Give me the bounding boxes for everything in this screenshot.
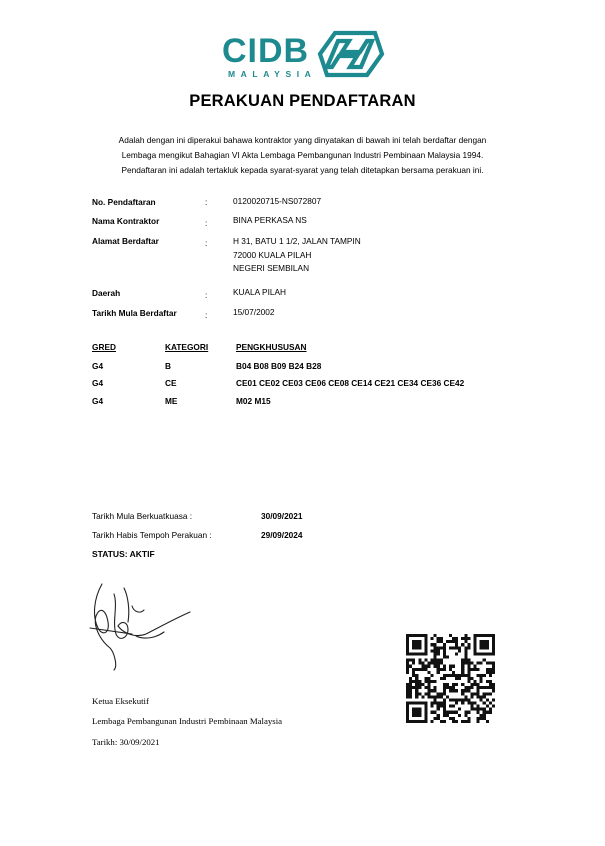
category-header: KATEGORI bbox=[165, 342, 209, 352]
signature-date: Tarikh: 30/09/2021 bbox=[92, 737, 160, 747]
intro-paragraph bbox=[80, 133, 525, 179]
logo-hexagon-icon bbox=[320, 33, 382, 75]
intro-line: Pendaftaran ini adalah tertakluk kepada syarat-syarat yang telah ditetapkan bersama perakuan ini. bbox=[121, 165, 484, 176]
registration-date-label: Tarikh Mula Berdaftar bbox=[92, 308, 177, 318]
grade-cell: G4 bbox=[92, 378, 104, 388]
category-cell: B bbox=[165, 361, 171, 371]
colon: : bbox=[205, 197, 208, 207]
specialization-cell: M02 M15 bbox=[236, 396, 271, 406]
cidb-logo bbox=[220, 28, 385, 80]
specialization-header: PENGKHUSUSAN bbox=[236, 342, 307, 352]
signature-image bbox=[88, 576, 198, 672]
registration-no-value: 0120020715-NS072807 bbox=[233, 196, 322, 206]
intro-line: Lembaga mengikut Bahagian VI Akta Lembaga Pembangunan Industri Pembinaan Malaysia 1994. bbox=[121, 150, 484, 161]
grade-cell: G4 bbox=[92, 396, 104, 406]
colon: : bbox=[205, 238, 208, 248]
address-line: 72000 KUALA PILAH bbox=[233, 249, 312, 260]
expiry-date-label: Tarikh Habis Tempoh Perakuan : bbox=[92, 530, 212, 540]
grade-cell: G4 bbox=[92, 361, 104, 371]
category-cell: CE bbox=[165, 378, 177, 388]
contractor-name-value: BINA PERKASA NS bbox=[233, 215, 307, 225]
address-line: NEGERI SEMBILAN bbox=[233, 263, 310, 273]
grade-header: GRED bbox=[92, 342, 116, 352]
address-label: Alamat Berdaftar bbox=[92, 236, 159, 246]
registration-date-value: 15/07/2002 bbox=[233, 307, 275, 317]
district-value: KUALA PILAH bbox=[233, 287, 287, 297]
colon: : bbox=[205, 310, 208, 320]
status-text: STATUS: AKTIF bbox=[92, 549, 155, 559]
address-value bbox=[233, 235, 361, 276]
district-label: Daerah bbox=[92, 288, 121, 298]
effective-date-value: 30/09/2021 bbox=[261, 511, 303, 521]
registration-no-label: No. Pendaftaran bbox=[92, 197, 156, 207]
colon: : bbox=[205, 290, 208, 300]
logo-subtext: MALAYSIA bbox=[228, 69, 317, 79]
signatory-organization: Lembaga Pembangunan Industri Pembinaan Malaysia bbox=[92, 716, 283, 726]
contractor-name-label: Nama Kontraktor bbox=[92, 216, 160, 226]
specialization-cell: B04 B08 B09 B24 B28 bbox=[236, 361, 322, 371]
specialization-cell: CE01 CE02 CE03 CE06 CE08 CE14 CE21 CE34 CE36 CE42 bbox=[236, 378, 465, 388]
qr-code-icon bbox=[406, 634, 495, 723]
colon: : bbox=[205, 218, 208, 228]
address-line: H 31, BATU 1 1/2, JALAN TAMPIN bbox=[233, 236, 361, 246]
effective-date-label: Tarikh Mula Berkuatkuasa : bbox=[92, 511, 193, 521]
expiry-date-value: 29/09/2024 bbox=[261, 530, 303, 540]
category-cell: ME bbox=[165, 396, 178, 406]
intro-line: Adalah dengan ini diperakui bahawa kontraktor yang dinyatakan di bawah ini telah berdaftar dengan bbox=[118, 135, 487, 145]
signatory-title: Ketua Eksekutif bbox=[92, 696, 149, 706]
document-title: PERAKUAN PENDAFTARAN bbox=[189, 92, 416, 110]
logo-text: CIDB bbox=[222, 32, 310, 70]
